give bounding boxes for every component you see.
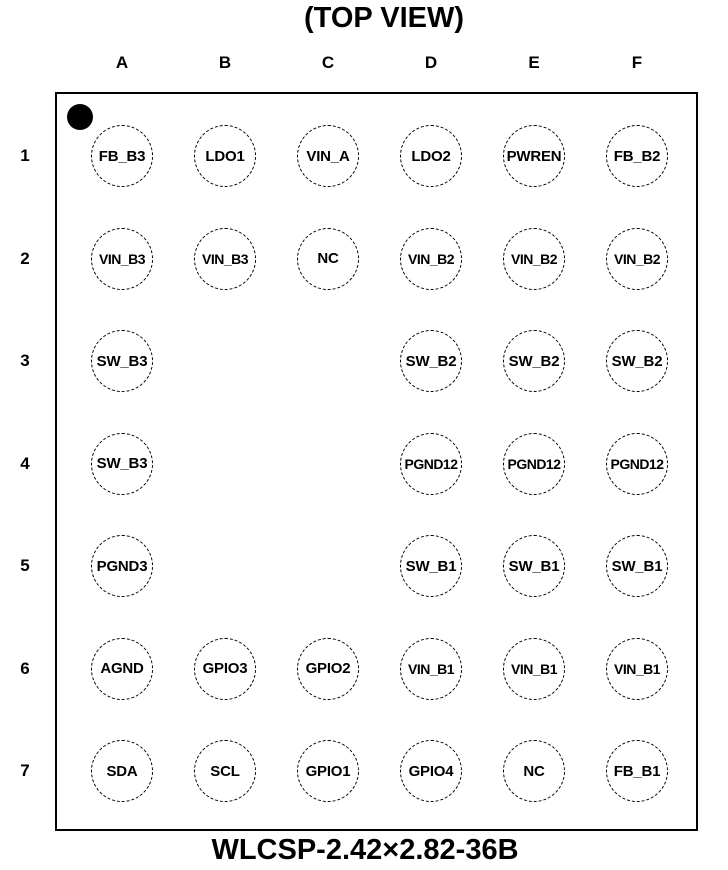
ball-e2	[503, 228, 565, 290]
ball-c2	[297, 228, 359, 290]
ball-d6	[400, 638, 462, 700]
ball-label: SW_B2	[508, 352, 560, 370]
ball-label: NC	[523, 762, 545, 780]
ball-d2	[400, 228, 462, 290]
row-label-2: 2	[20, 248, 30, 268]
ball-e1	[503, 125, 565, 187]
ball-a6	[91, 638, 153, 700]
ball-f5	[606, 535, 668, 597]
ball-label: SW_B1	[405, 557, 457, 575]
ball-a2	[91, 228, 153, 290]
row-label-4: 4	[20, 453, 30, 473]
package-name: WLCSP-2.42×2.82-36B	[211, 834, 519, 866]
ball-d4	[400, 433, 462, 495]
ball-d5	[400, 535, 462, 597]
row-label-1: 1	[20, 146, 30, 165]
ball-label: VIN_B2	[613, 250, 661, 267]
ball-c1	[297, 125, 359, 187]
ball-a7	[91, 740, 153, 802]
ball-b2	[194, 228, 256, 290]
ball-label: FB_B2	[613, 147, 661, 165]
row-label-6: 6	[20, 658, 30, 678]
column-label-a: A	[115, 53, 129, 72]
ball-a3	[91, 330, 153, 392]
ball-d3	[400, 330, 462, 392]
ball-label: PGND12	[404, 455, 458, 472]
ball-label: VIN_B1	[407, 660, 455, 677]
ball-f1	[606, 125, 668, 187]
column-label-c: C	[321, 53, 335, 72]
ball-e6	[503, 638, 565, 700]
ball-e3	[503, 330, 565, 392]
ball-label: PWREN	[506, 147, 562, 165]
ball-b1	[194, 125, 256, 187]
diagram-title: (TOP VIEW)	[303, 2, 465, 34]
ball-label: PGND12	[507, 455, 561, 472]
ball-a1	[91, 125, 153, 187]
ball-label: SDA	[106, 762, 138, 780]
row-label-5: 5	[20, 556, 30, 575]
ball-label: VIN_B1	[510, 660, 558, 677]
ball-label: FB_B1	[613, 762, 661, 780]
ball-label: SW_B3	[96, 455, 148, 472]
ball-a5	[91, 535, 153, 597]
ball-label: GPIO3	[202, 660, 248, 677]
ball-label: VIN_A	[306, 147, 350, 165]
ball-label: SW_B1	[508, 557, 560, 575]
ball-label: VIN_B1	[613, 660, 661, 677]
ball-label: SW_B3	[96, 352, 148, 370]
ball-e5	[503, 535, 565, 597]
row-label-3: 3	[20, 351, 30, 370]
ball-e7	[503, 740, 565, 802]
ball-label: LDO2	[411, 147, 451, 165]
ball-e4	[503, 433, 565, 495]
column-label-f: F	[631, 53, 643, 72]
ball-label: LDO1	[205, 147, 245, 165]
ball-label: SW_B2	[405, 352, 457, 370]
ball-label: NC	[317, 250, 339, 267]
column-label-d: D	[424, 53, 438, 72]
ball-label: SW_B2	[611, 352, 663, 370]
ball-label: VIN_B2	[510, 250, 558, 267]
ball-f4	[606, 433, 668, 495]
ball-b6	[194, 638, 256, 700]
ball-label: AGND	[100, 660, 144, 677]
ball-label: VIN_B3	[98, 250, 146, 267]
ball-label: VIN_B2	[407, 250, 455, 267]
ball-b7	[194, 740, 256, 802]
ball-label: SCL	[210, 762, 240, 780]
ball-f3	[606, 330, 668, 392]
ball-label: SW_B1	[611, 557, 663, 575]
ball-label: FB_B3	[98, 147, 146, 165]
ball-c7	[297, 740, 359, 802]
ball-d7	[400, 740, 462, 802]
ball-f2	[606, 228, 668, 290]
ball-c6	[297, 638, 359, 700]
column-label-e: E	[528, 53, 540, 72]
column-label-b: B	[218, 53, 232, 72]
ball-label: GPIO2	[305, 660, 351, 677]
ball-label: GPIO4	[408, 762, 454, 780]
ball-f7	[606, 740, 668, 802]
ball-d1	[400, 125, 462, 187]
ball-label: VIN_B3	[201, 250, 249, 267]
ball-label: GPIO1	[305, 762, 351, 780]
row-label-7: 7	[20, 761, 30, 780]
ball-label: PGND3	[96, 557, 148, 575]
ball-f6	[606, 638, 668, 700]
ball-label: PGND12	[610, 455, 664, 472]
pin1-marker	[67, 104, 93, 130]
ball-a4	[91, 433, 153, 495]
